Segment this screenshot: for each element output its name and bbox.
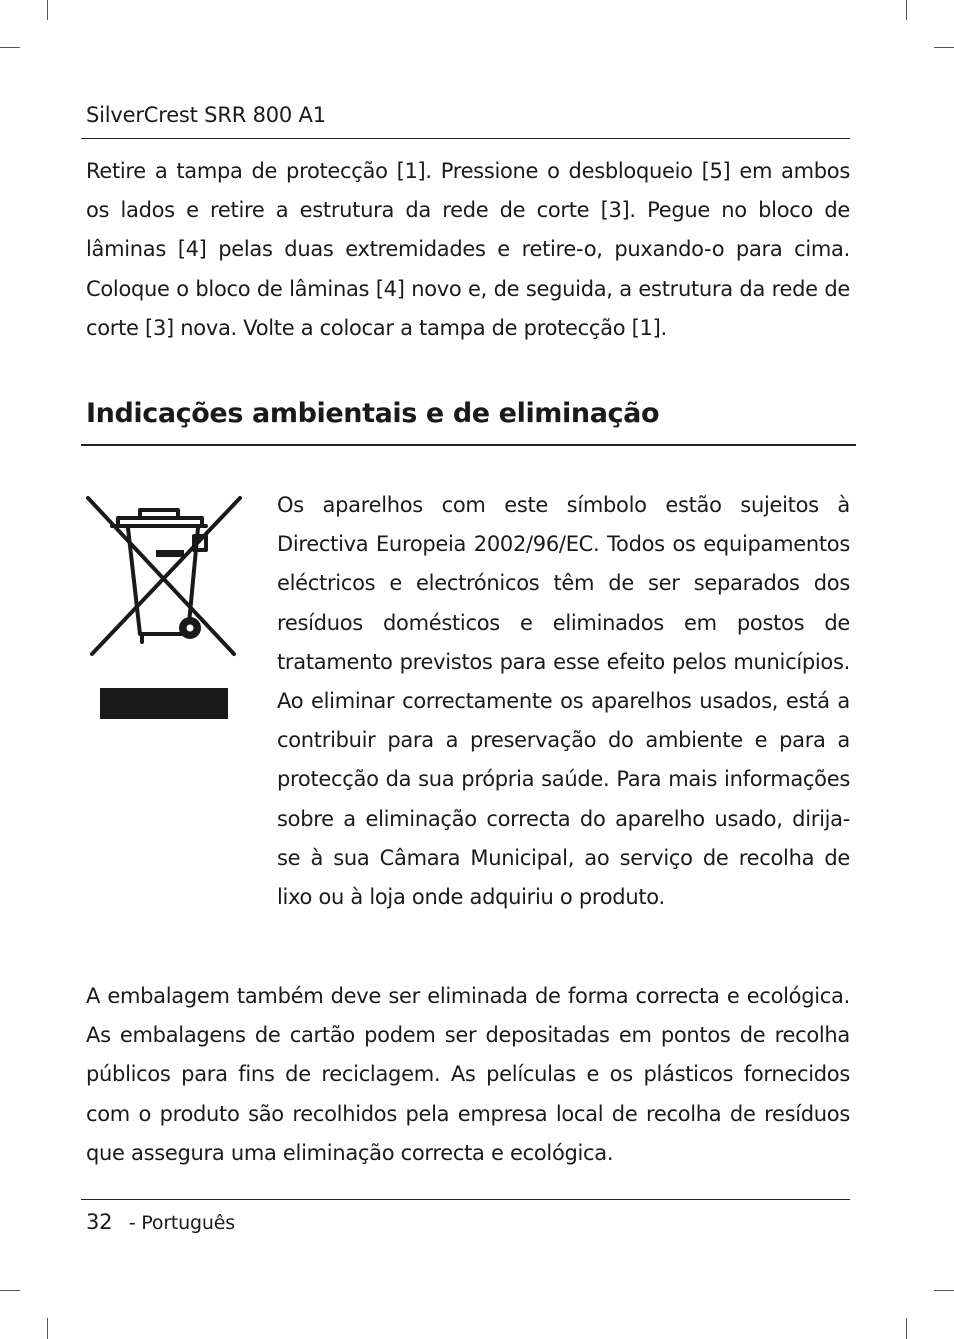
page-number: 32 — [86, 1210, 113, 1234]
crop-mark — [934, 47, 954, 48]
packaging-paragraph: A embalagem também deve ser eliminada de forma correcta e ecológica. As embalagens de cartão podem ser depositadas em pontos de recolha públicos para fins de reciclagem. As películas e os plásticos fornecidos com o produto são recolhidos pela empresa local de recolha de resíduos que assegura uma eliminação correcta e ecológica. — [86, 984, 850, 1165]
crop-mark — [906, 1318, 907, 1339]
section-rule — [81, 444, 856, 446]
crop-mark — [906, 0, 907, 20]
crop-mark — [47, 1318, 48, 1339]
running-header: SilverCrest SRR 800 A1 — [86, 103, 326, 127]
header-rule — [81, 138, 850, 139]
crossed-out-wheelie-bin-icon — [82, 492, 246, 724]
page-footer — [86, 1208, 235, 1237]
footer-rule — [81, 1199, 850, 1200]
footer-language: - Português — [128, 1212, 235, 1234]
section-title: Indicações ambientais e de eliminação — [86, 398, 660, 429]
crop-mark — [0, 1290, 20, 1291]
crop-mark — [934, 1290, 954, 1291]
crop-mark — [47, 0, 48, 20]
crop-mark — [0, 47, 20, 48]
intro-paragraph: Retire a tampa de protecção [1]. Pressione o desbloqueio [5] em ambos os lados e retire a estrutura da rede de corte [3]. Pegue no bloco de lâminas [4] pelas duas extremidades e retire-o, puxando-o para cima. Coloque o bloco de lâminas [4] novo e, de seguida, a estrutura da rede de corte [3] nova. Volte a colocar a tampa de protecção [1]. — [86, 159, 850, 340]
weee-paragraph: Os aparelhos com este símbolo estão sujeitos à Directiva Europeia 2002/96/EC. Todos os equipamentos eléctricos e electrónicos têm de ser separados dos resíduos domésticos e eliminados em postos de tratamento previstos para esse efeito pelos municípios. Ao eliminar correctamente os aparelhos usados, está a contribuir para a preservação do ambiente e para a protecção da sua própria saúde. Para mais informações sobre a eliminação correcta do aparelho usado, dirija-se à sua Câmara Municipal, ao serviço de recolha de lixo ou à loja onde adquiriu o produto. — [277, 493, 850, 910]
